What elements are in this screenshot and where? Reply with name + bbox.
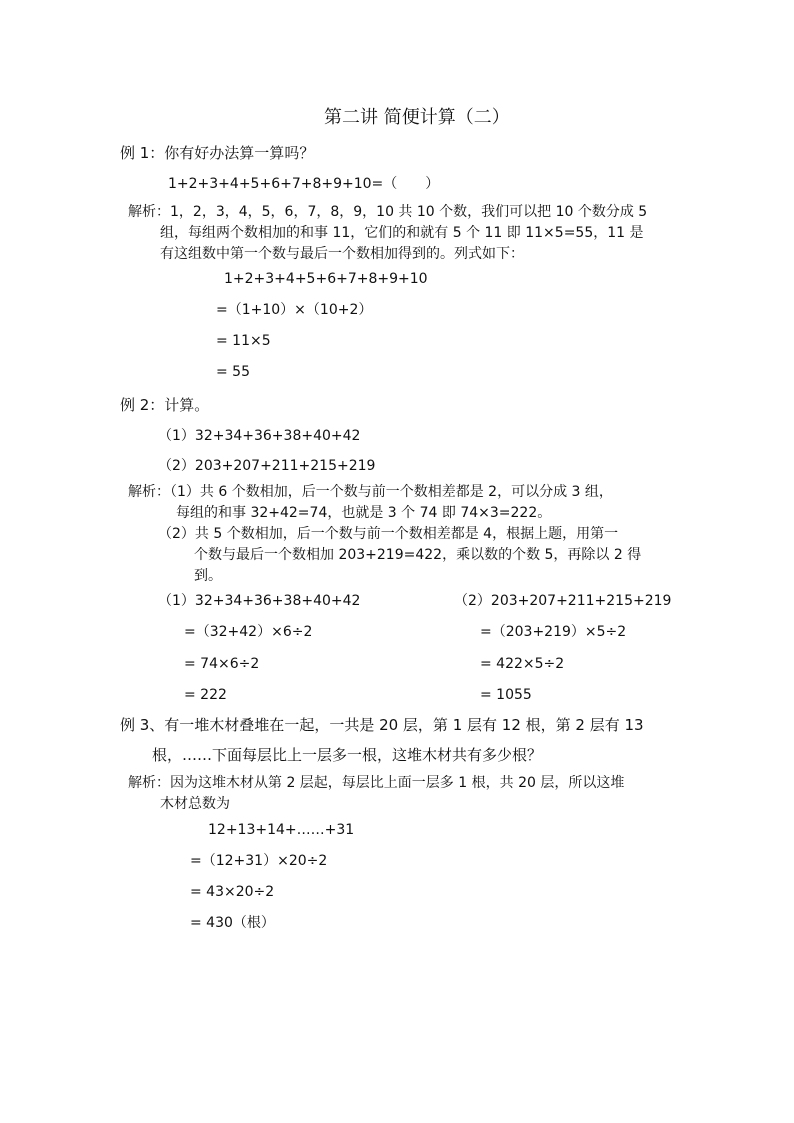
- example-2-problem: （2）203+207+211+215+219: [158, 458, 376, 474]
- example-2-question: 例 2：计算。: [120, 396, 210, 414]
- example-2-analysis-line: 解析：（1）共 6 个数相加，后一个数与前一个数相差都是 2，可以分成 3 组，: [128, 484, 613, 500]
- example-1-analysis-line: 组，每组两个数相加的和事 11，它们的和就有 5 个 11 即 11×5=55，11 是: [160, 225, 644, 241]
- example-1-question: 例 1：你有好办法算一算吗？: [120, 144, 315, 162]
- example-3-step: 12+13+14+……+31: [208, 822, 355, 838]
- example-1-step: = 11×5: [216, 333, 271, 349]
- example-1-step: =（1+10）×（10+2）: [216, 302, 373, 318]
- example-3-analysis-line: 解析：因为这堆木材从第 2 层起，每层比上面一层多 1 根，共 20 层，所以这堆: [128, 775, 625, 791]
- example-3-question-line: 例 3、有一堆木材叠堆在一起，一共是 20 层，第 1 层有 12 根，第 2 层有 13: [120, 716, 644, 734]
- example-2-right-step: = 1055: [480, 687, 532, 703]
- example-1-expression: 1+2+3+4+5+6+7+8+9+10=（ ）: [168, 176, 440, 192]
- example-1-analysis-line: 解析：1，2，3，4，5，6，7，8，9，10 共 10 个数，我们可以把 10 个数分成 5: [128, 204, 648, 220]
- example-2-left-step: （1）32+34+36+38+40+42: [158, 593, 361, 609]
- example-2-left-step: =（32+42）×6÷2: [184, 624, 313, 640]
- example-2-analysis-line: 到。: [194, 568, 222, 584]
- example-3-step: = 430（根）: [190, 915, 275, 931]
- example-2-analysis-line: 每组的和事 32+42=74，也就是 3 个 74 即 74×3=222。: [176, 505, 552, 521]
- example-1-step: 1+2+3+4+5+6+7+8+9+10: [224, 271, 428, 287]
- page-title: 第二讲 简便计算（二）: [324, 107, 510, 128]
- example-2-analysis-line: 个数与最后一个数相加 203+219=422，乘以数的个数 5，再除以 2 得: [194, 547, 642, 563]
- example-2-right-step: （2）203+207+211+215+219: [454, 593, 672, 609]
- example-2-right-step: =（203+219）×5÷2: [480, 624, 627, 640]
- example-1-analysis-line: 有这组数中第一个数与最后一个数相加得到的。列式如下：: [160, 246, 524, 262]
- example-2-right-step: = 422×5÷2: [480, 656, 565, 672]
- example-3-step: =（12+31）×20÷2: [190, 853, 328, 869]
- example-2-problem: （1）32+34+36+38+40+42: [158, 428, 361, 444]
- example-2-left-step: = 222: [184, 687, 227, 703]
- example-2-left-step: = 74×6÷2: [184, 656, 260, 672]
- example-3-analysis-line: 木材总数为: [160, 796, 230, 812]
- example-3-question-line: 根，……下面每层比上一层多一根，这堆木材共有多少根？: [152, 746, 543, 764]
- example-2-analysis-line: （2）共 5 个数相加，后一个数与前一个数相差都是 4，根据上题，用第一: [158, 526, 619, 542]
- example-3-step: = 43×20÷2: [190, 884, 275, 900]
- example-1-step: = 55: [216, 364, 250, 380]
